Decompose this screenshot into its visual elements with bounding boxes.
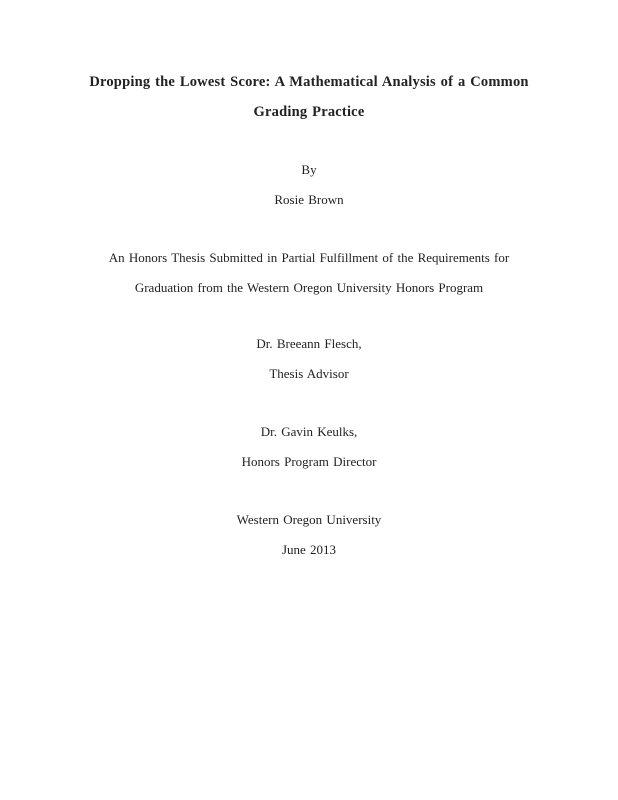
director-block (0, 417, 618, 477)
date-line: June 2013 (281, 542, 337, 557)
statement-line-2: Graduation from the Western Oregon University Honors Program (134, 280, 484, 295)
advisor-name: Dr. Breeann Flesch, (256, 336, 362, 351)
thesis-title (0, 67, 618, 127)
director-role: Honors Program Director (241, 454, 377, 469)
institution-block (0, 505, 618, 565)
thesis-statement-block (0, 243, 618, 303)
institution-name: Western Oregon University (236, 512, 382, 527)
byline-block (0, 155, 618, 215)
advisor-role: Thesis Advisor (269, 366, 349, 381)
statement-line-1: An Honors Thesis Submitted in Partial Fulfillment of the Requirements for (108, 250, 510, 265)
title-line-2: Grading Practice (253, 104, 365, 120)
advisor-block (0, 329, 618, 389)
director-name: Dr. Gavin Keulks, (260, 424, 358, 439)
by-label: By (301, 162, 317, 177)
author-name: Rosie Brown (274, 192, 344, 207)
title-line-1: Dropping the Lowest Score: A Mathematical Analysis of a Common (89, 74, 529, 90)
